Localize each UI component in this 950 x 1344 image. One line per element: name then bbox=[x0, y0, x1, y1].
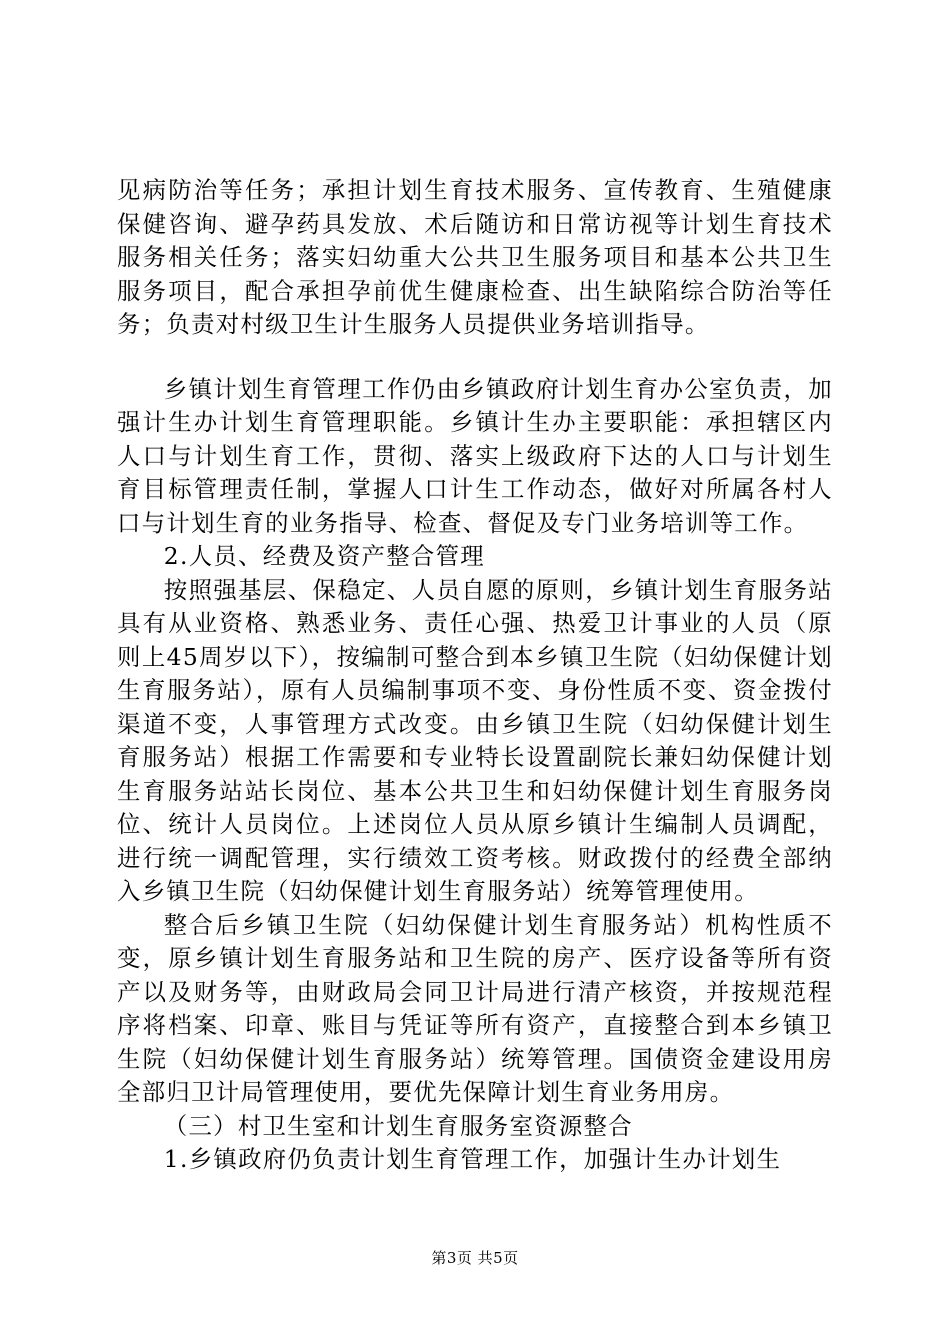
paragraph-continued-tasks: 见病防治等任务；承担计划生育技术服务、宣传教育、生殖健康保健咨询、避孕药具发放、术后随访和日常访视等计划生育技术服务相关任务；落实妇幼重大公共卫生服务项目和基本公共卫生服务项目，配合承担孕前优生健康检查、出生缺陷综合防治等任务；负责对村级卫生计生服务人员提供业务培训指导。 bbox=[117, 176, 833, 338]
page-number-indicator: 第3页 共5页 bbox=[431, 1249, 519, 1267]
paragraph-spacer bbox=[117, 342, 833, 373]
section-heading-village-clinics: （三）村卫生室和计划生育服务室资源整合 bbox=[163, 1111, 633, 1140]
paragraph-personnel-integration: 按照强基层、保稳定、人员自愿的原则，乡镇计划生育服务站具有从业资格、熟悉业务、责任心强、热爱卫计事业的人员（原则上45周岁以下），按编制可整合到本乡镇卫生院（妇幼保健计划生育服务站），原有人员编制事项不变、身份性质不变、资金拨付渠道不变，人事管理方式改变。由乡镇卫生院（妇幼保健计划生育服务站）根据工作需要和专业特长设置副院长兼妇幼保健计划生育服务站站长岗位、基本公共卫生和妇幼保健计划生育服务岗位、统计人员岗位。上述岗位人员从原乡镇计生编制人员调配，进行统一调配管理，实行绩效工资考核。财政拨付的经费全部纳入乡镇卫生院（妇幼保健计划生育服务站）统筹管理使用。 bbox=[117, 575, 833, 905]
paragraph-township-family-planning-office: 乡镇计划生育管理工作仍由乡镇政府计划生育办公室负责，加强计生办计划生育管理职能。乡镇计生办主要职能：承担辖区内人口与计划生育工作，贯彻、落实上级政府下达的人口与计划生育目标管理责任制，掌握人口计生工作动态，做好对所属各村人口与计划生育的业务指导、检查、督促及专门业务培训等工作。 bbox=[117, 374, 833, 537]
section-heading-personnel-funds-assets: 2.人员、经费及资产整合管理 bbox=[163, 542, 486, 570]
paragraph-village-item-1: 1.乡镇政府仍负责计划生育管理工作，加强计生办计划生 bbox=[163, 1145, 782, 1173]
document-body bbox=[117, 174, 833, 1177]
page-footer bbox=[0, 1248, 950, 1268]
paragraph-asset-integration: 整合后乡镇卫生院（妇幼保健计划生育服务站）机构性质不变，原乡镇计划生育服务站和卫生院的房产、医疗设备等所有资产以及财务等，由财政局会同卫计局进行清产核资，并按规范程序将档案、印章、账目与凭证等所有资产，直接整合到本乡镇卫生院（妇幼保健计划生育服务站）统筹管理。国债资金建设用房全部归卫计局管理使用，要优先保障计划生育业务用房。 bbox=[117, 910, 833, 1106]
